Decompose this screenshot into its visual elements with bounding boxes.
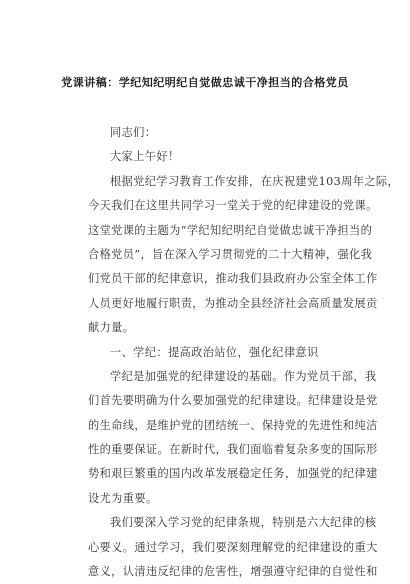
paragraph-line: 性的重要保证。在新时代，我们面临着复杂多变的国际形	[88, 443, 378, 457]
document-body	[88, 121, 400, 584]
paragraph-line: 同志们：	[110, 126, 157, 139]
paragraph-line: 学纪是加强党的纪律建设的基础。作为党员干部，我	[110, 369, 377, 383]
section-heading: 一、学纪：提高政治站位，强化纪律意识	[110, 345, 319, 359]
paragraph-line: 献力量。	[88, 321, 135, 335]
paragraph-line: 意义，认清违反纪律的危害性，增强遵守纪律的自觉性和	[88, 565, 378, 579]
paragraph-line: 我们要深入学习党的纪律条规，特别是六大纪律的核	[110, 516, 377, 530]
paragraph-line: 这堂党课的主题为“学纪知纪明纪自觉做忠诚干净担当的	[88, 223, 373, 237]
paragraph-line: 设尤为重要。	[88, 491, 158, 505]
paragraph-line: 合格党员”，旨在深入学习贯彻党的二十大精神，强化我	[88, 247, 373, 261]
paragraph-line: 的生命线，是维护党的团结统一、保持党的先进性和纯洁	[88, 418, 378, 432]
paragraph-line: 们党员干部的纪律意识，推动我们县政府办公室全体工作	[88, 272, 378, 286]
paragraph-line: 今天我们在这里共同学习一堂关于党的纪律建设的党课。	[88, 199, 378, 213]
paragraph-line: 们首先要明确为什么要加强党的纪律建设。纪律建设是党	[88, 394, 378, 408]
document-title: 党课讲稿：学纪知纪明纪自觉做忠诚干净担当的合格党员	[61, 76, 349, 89]
paragraph-line: 心要义。通过学习，我们要深刻理解党的纪律建设的重大	[88, 540, 378, 554]
paragraph-line: 人员更好地履行职责，为推动全县经济社会高质量发展贡	[88, 296, 378, 310]
paragraph-line: 势和艰巨繁重的国内改革发展稳定任务，加强党的纪律建	[88, 467, 378, 481]
paragraph-line: 根据党纪学习教育工作安排，在庆祝建党103周年之际，	[110, 174, 400, 188]
paragraph-line: 大家上午好！	[110, 150, 180, 164]
